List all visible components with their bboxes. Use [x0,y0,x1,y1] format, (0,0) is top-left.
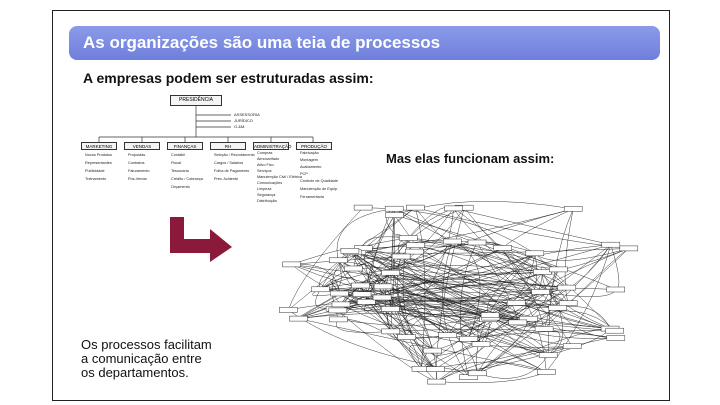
process-node [374,284,392,289]
process-node [354,205,372,210]
process-node [607,336,625,341]
process-node [606,328,624,333]
org-dept-item: Tesouraria [171,169,189,173]
process-node [549,267,567,272]
org-dept-item: Seleção / Recrutamento [214,153,255,157]
process-node [602,242,620,247]
process-node [526,251,544,256]
bottom-text-line: Os processos facilitam [81,337,212,352]
org-dept-item: Montagem [300,158,318,162]
process-node [472,342,490,347]
process-node [607,287,625,292]
org-dept-item: Faturamento [128,169,150,173]
process-node [312,287,330,292]
process-node [289,316,307,321]
org-dept-item: Publicidade [85,169,105,173]
process-node [424,348,442,353]
process-node [373,295,391,300]
org-dept-administracao: ADMINISTRAÇÃO [254,144,292,149]
org-staff-item: ASSESSORIA [234,112,260,117]
process-node [537,369,555,374]
process-node [382,270,400,275]
down-right-arrow-icon [166,217,236,262]
slide-title: As organizações são uma teia de processos [69,26,660,60]
process-node [329,258,347,263]
process-web-diagram [251,175,661,395]
process-node [279,307,297,312]
org-dept-item: Comunicações [257,181,283,185]
process-node [563,344,581,349]
process-node [481,313,499,318]
process-link [454,208,611,244]
org-dept-item: Crédito / Cobrança [171,177,203,181]
org-staff-item: JURÍDICO [234,118,253,123]
process-node [549,305,567,310]
right-caption: Mas elas funcionam assim: [386,151,555,166]
process-link [363,248,436,381]
bottom-text-line: os departamentos. [81,365,189,380]
org-dept-producao: PRODUÇÃO [296,142,332,150]
org-dept-item: Fiscal [171,161,181,165]
org-dept-item: Serviços [257,169,272,173]
org-dept-item: Acabamento [300,165,322,169]
process-link [437,372,547,383]
org-dept-item: Manutenção de Equip. [300,187,338,191]
process-node [352,283,370,288]
process-node [539,353,557,358]
org-dept-item: Treinamento [85,177,107,181]
org-dept-item: Orçamento [171,185,190,189]
org-dept-item: Cargos / Salários [214,161,244,165]
process-node [344,266,362,271]
org-dept-item: Ativo Fixo [257,163,274,167]
process-node [381,307,399,312]
process-node [330,317,348,322]
process-node [405,249,423,254]
process-node [428,379,446,384]
org-dept-item: Propostas [128,153,146,157]
process-node [468,240,486,245]
org-dept-item: Limpeza [257,187,272,191]
process-node [330,291,348,296]
org-box-presidencia: PRESIDÊNCIA [170,95,222,106]
process-node [332,302,350,307]
process-link [503,209,574,248]
org-dept-item: Controle de Qualidade [300,179,338,183]
process-node [507,300,525,305]
slide-subtitle: A empresas podem ser estruturadas assim: [83,70,374,86]
process-node [426,367,444,372]
org-dept-item: Representantes [85,161,112,165]
org-dept-financas: FINANÇAS [167,142,203,150]
process-node [407,243,425,248]
process-link [452,242,480,339]
process-node [564,206,582,211]
process-node [443,239,461,244]
org-dept-item: Segurança [257,193,276,197]
process-link [288,310,477,373]
process-node [341,248,359,253]
process-node [353,292,371,297]
bottom-text-line: a comunicação entre [81,351,202,366]
process-node [398,335,416,340]
process-node [620,246,638,251]
org-dept-item: PCP [300,172,308,176]
slide [52,10,670,401]
process-node [399,236,417,241]
org-dept-item: Distribuição [257,199,277,203]
org-dept-marketing: MARKETING [81,142,117,150]
org-dept-item: Novos Produtos [85,153,113,157]
process-node [535,326,553,331]
process-node [460,336,478,341]
process-node [406,205,424,210]
process-node [558,285,576,290]
org-dept-item: Ferramentaria [300,195,324,199]
org-dept-item: Manutenção Civil / Elétrica [257,175,302,179]
process-link [490,288,567,316]
org-dept-item: Folha de Pagamento [214,169,250,173]
org-dept-item: Prev. Acidente [214,177,239,181]
process-node [382,329,400,334]
process-node [468,371,486,376]
process-node [559,301,577,306]
process-node [445,206,463,211]
org-dept-item: Contratos [128,161,145,165]
process-node [386,213,404,218]
org-dept-item: Pós-Venda [128,177,147,181]
process-node [392,254,410,259]
process-node [329,308,347,313]
process-link [361,286,448,336]
org-dept-vendas: VENDAS [124,142,160,150]
org-dept-item: Compras [257,151,273,155]
process-node [532,289,550,294]
process-node [385,206,403,211]
process-node [494,245,512,250]
org-dept-item: Fabricação [300,151,319,155]
bottom-text [81,338,251,380]
org-dept-item: Almoxarifado [257,157,280,161]
process-node [283,262,301,267]
org-dept-item: Contábil [171,153,185,157]
process-node [357,299,375,304]
process-node [509,320,527,325]
process-node [439,333,457,338]
org-staff-item: O.&M. [234,124,246,129]
process-link [548,329,610,356]
org-dept-rh: RH [210,142,246,150]
process-node [533,270,551,275]
